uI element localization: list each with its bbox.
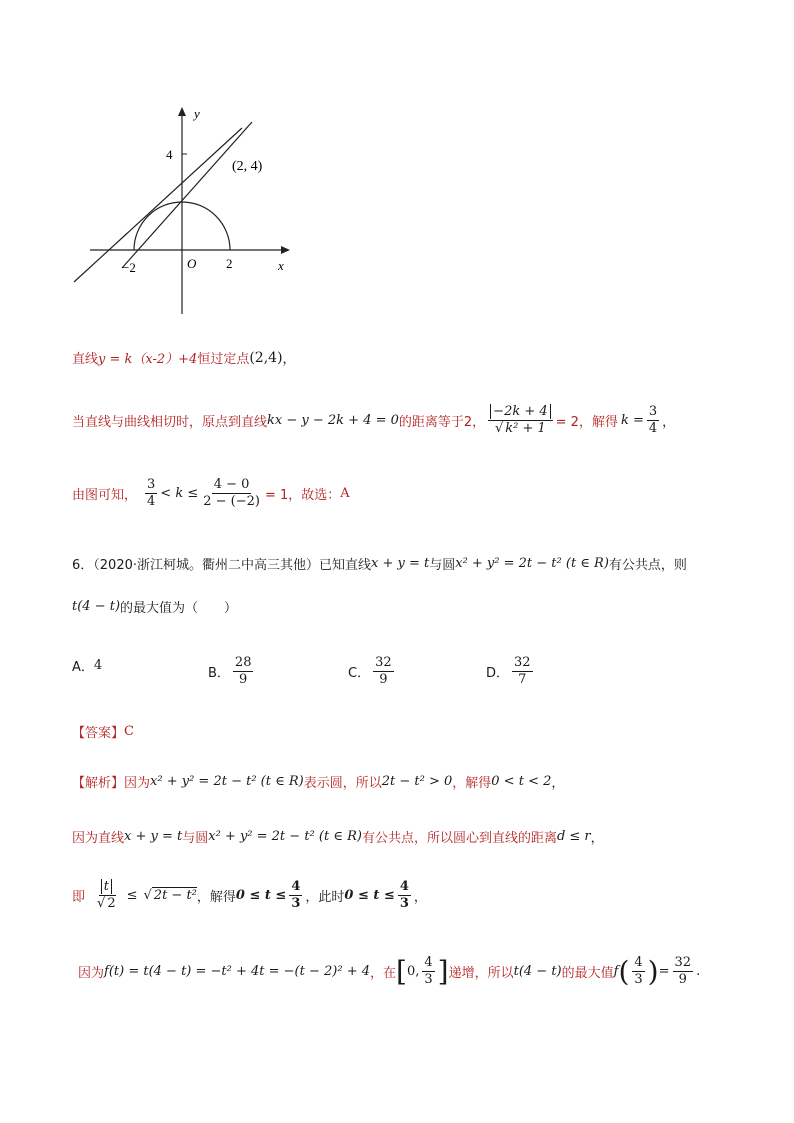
solution5-line2-prefix: 当直线与曲线相切时，原点到直线 — [72, 414, 268, 430]
analysis-line3 — [72, 880, 427, 910]
option-c[interactable] — [348, 656, 397, 686]
option-c-num: 32 — [375, 655, 392, 670]
solution5-line3-den: 4 — [147, 493, 156, 509]
option-a-label: A． — [72, 660, 94, 675]
solution5-answer: A — [340, 485, 350, 501]
analysis-l1-b: 表示圆，所以 — [303, 776, 382, 791]
point-label: (2, 4) — [232, 159, 263, 174]
analysis-l4-end: . — [696, 964, 701, 979]
solution5-line3-den2: 2 − (−2) — [203, 493, 260, 509]
analysis-l3-eq1: 0 ≤ t ≤ — [235, 887, 287, 903]
question6-stem-eq1: x + y = t — [371, 556, 430, 571]
solution5-line3 — [72, 478, 350, 508]
x-tick-neg2-label: −2 — [122, 260, 136, 275]
secant-line — [74, 128, 242, 282]
analysis-line4 — [78, 955, 700, 988]
answer-line — [72, 722, 134, 741]
question6-stem-part1: 6．（2020·浙江柯城。衢州二中高三其他）已知直线 — [72, 558, 371, 573]
analysis-line1 — [72, 772, 564, 791]
solution5-k-label: k = — [620, 412, 644, 428]
analysis-l2-b: 与圆 — [182, 831, 209, 846]
f-arg-open-paren: ( — [618, 955, 630, 988]
analysis-l3-frac-den: 2 — [107, 895, 116, 911]
solution5-line1-end: ， — [282, 352, 296, 367]
analysis-l3-a: 即 — [72, 889, 86, 905]
option-c-label: C． — [348, 665, 371, 681]
analysis-l3-c: ，此时 — [305, 889, 345, 905]
analysis-l3-eq2: 0 ≤ t ≤ — [344, 887, 395, 903]
analysis-line2 — [72, 827, 604, 846]
interval-left-bracket: [ — [396, 955, 407, 988]
solution5-line3-num: 3 — [147, 477, 156, 492]
option-b-label: B． — [208, 665, 230, 681]
y-axis-label: y — [194, 106, 200, 121]
analysis-l3-le: ≤ — [126, 887, 138, 903]
f-arg-close-paren: ) — [647, 955, 659, 988]
solution5-line1-mid: 恒过定点 — [197, 352, 250, 367]
solution5-line3-mid: < k ≤ — [160, 485, 199, 501]
analysis-l4-c: 递增，所以 — [448, 966, 514, 981]
option-b-num: 28 — [234, 655, 252, 670]
analysis-l3-sqrt: 2t − t² — [153, 888, 197, 904]
option-c-fraction — [373, 656, 394, 686]
analysis-l4-b: ，在 — [370, 966, 397, 981]
solution5-line1-point: (2,4) — [249, 349, 283, 366]
option-b-den: 9 — [239, 671, 248, 687]
solution5-line2 — [72, 405, 675, 435]
solution5-line2-eq2: = 2，解得 — [555, 414, 618, 430]
analysis-l3-d1: 3 — [291, 895, 301, 911]
analysis-l4-eq2: t(4 − t) — [513, 964, 562, 979]
question6-stem-line2 — [72, 597, 237, 616]
analysis-l4-int-num: 4 — [424, 955, 433, 971]
question6-stem-line1 — [72, 554, 687, 573]
question6-stem-line2-text: 的最大值为（ ） — [120, 601, 238, 616]
option-d[interactable] — [486, 656, 536, 686]
analysis-l1-d: ， — [551, 776, 565, 791]
analysis-l3-n1: 4 — [291, 879, 301, 894]
x-axis-label: x — [278, 258, 284, 273]
analysis-l3-n2: 4 — [399, 879, 409, 894]
solution5-line1-prefix: 直线 — [72, 352, 99, 367]
analysis-l4-d: 的最大值 — [561, 966, 614, 981]
solution5-k-den: 4 — [648, 420, 658, 436]
analysis-label: 【解析】 — [72, 776, 125, 791]
analysis-l4-rd: 9 — [678, 972, 687, 987]
analysis-l3-frac1 — [289, 880, 302, 910]
option-b-fraction — [233, 656, 254, 686]
analysis-l1-a: 因为 — [124, 776, 151, 791]
analysis-l4-eqsign: = — [658, 964, 670, 979]
solution5-line1-equation: y = k（x-2）+4 — [98, 352, 198, 367]
distance-fraction-numerator: −2k + 4 — [490, 404, 550, 419]
answer-label: 【答案】 — [72, 726, 125, 741]
solution5-line3-num2: 4 − 0 — [213, 477, 250, 492]
analysis-l4-f-frac — [632, 956, 644, 986]
coordinate-figure — [66, 100, 306, 320]
analysis-l4-result-frac — [673, 956, 694, 986]
x-axis-arrow — [281, 246, 290, 254]
option-d-label: D． — [486, 665, 510, 681]
analysis-l1-eq2: 2t − t² > 0 — [381, 774, 453, 789]
solution5-line2-equation: kx − y − 2k + 4 = 0 — [267, 412, 399, 428]
question6-stem-part2: 与圆 — [429, 558, 456, 573]
analysis-l1-eq1: x² + y² = 2t − t² (t ∈ R) — [150, 774, 304, 789]
analysis-l2-eq2: x² + y² = 2t − t² (t ∈ R) — [208, 829, 362, 844]
solution5-line3-frac2 — [201, 478, 262, 508]
analysis-l4-fd: 3 — [634, 972, 643, 987]
solution5-k-fraction — [647, 405, 659, 435]
analysis-l3-b: ，解得 — [196, 889, 236, 905]
answer-value: C — [124, 724, 134, 739]
analysis-l4-interval-frac — [422, 956, 434, 986]
solution5-line2-mid: 的距离等于2， — [398, 414, 486, 430]
option-b[interactable] — [208, 656, 256, 686]
analysis-l4-rn: 32 — [674, 955, 692, 971]
solution5-line1 — [72, 348, 296, 367]
analysis-l4-fn: 4 — [634, 955, 643, 971]
option-d-num: 32 — [514, 655, 531, 670]
option-d-fraction — [512, 656, 533, 686]
analysis-l4-eq1: f(t) = t(4 − t) = −t² + 4t = −(t − 2)² + 4 — [104, 964, 370, 979]
solution5-line3-frac1 — [145, 478, 157, 508]
y-tick-4-label: 4 — [166, 147, 173, 162]
question6-stem-part3: 有公共点，则 — [608, 558, 687, 573]
analysis-l4-interval-left: 0, — [406, 964, 420, 979]
analysis-l2-d: ， — [590, 831, 604, 846]
solution5-line3-eq: = 1，故选： — [264, 487, 341, 503]
solution5-k-num: 3 — [648, 404, 658, 419]
analysis-l3-d: ， — [413, 889, 427, 905]
x-tick-2-label: 2 — [226, 256, 233, 271]
y-axis-arrow — [178, 107, 186, 116]
analysis-l1-eq3: 0 < t < 2 — [491, 774, 552, 789]
analysis-l2-a: 因为直线 — [72, 831, 125, 846]
analysis-l4-int-den: 3 — [424, 972, 433, 987]
question6-stem-eq2: x² + y² = 2t − t² (t ∈ R) — [455, 556, 609, 571]
distance-fraction: $\frac{-2k + 4}{\text{√ k² + 1}}$ — [488, 405, 552, 435]
distance-fraction-denominator: k² + 1 — [505, 420, 546, 436]
analysis-l3-frac2 — [398, 880, 411, 910]
analysis-l3-sqrt-sign: √ — [143, 887, 152, 903]
interval-right-bracket: ] — [437, 955, 449, 988]
analysis-l2-eq1: x + y = t — [124, 829, 183, 844]
analysis-l4-f: f — [613, 964, 619, 979]
option-a[interactable] — [72, 656, 102, 675]
analysis-l3-d2: 3 — [399, 895, 409, 911]
solution5-line2-end: ， — [662, 414, 676, 430]
option-a-value: 4 — [93, 658, 103, 673]
analysis-l4-a: 因为 — [78, 966, 105, 981]
analysis-l2-eq3: d ≤ r — [556, 829, 591, 844]
solution5-line3-prefix: 由图可知， — [72, 487, 138, 503]
question6-stem-line2-eq: t(4 − t) — [72, 599, 121, 614]
option-c-den: 9 — [379, 671, 388, 687]
origin-label: O — [187, 256, 197, 271]
analysis-l2-c: 有公共点，所以圆心到直线的距离 — [361, 831, 557, 846]
analysis-l1-c: ，解得 — [452, 776, 492, 791]
tangent-line — [122, 122, 252, 268]
analysis-l3-fraction: $\frac{t}{√ 2}$ — [97, 879, 116, 911]
analysis-l3-frac-num: t — [101, 879, 112, 894]
option-d-den: 7 — [518, 671, 527, 687]
